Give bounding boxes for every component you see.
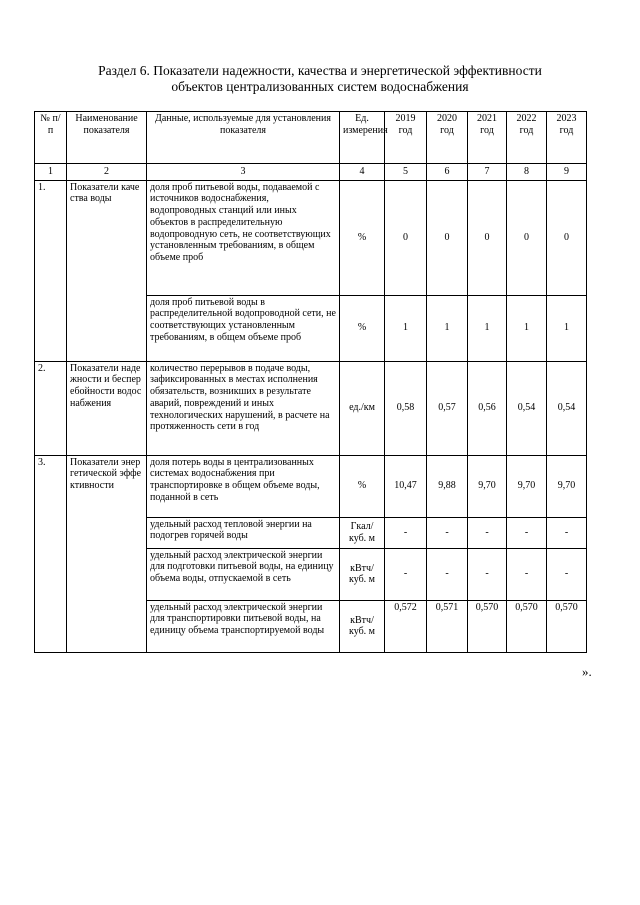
value-cell: 1 — [468, 295, 507, 361]
unit-cell: % — [340, 295, 385, 361]
value-cell: 10,47 — [385, 455, 427, 517]
header-name: Наименование показателя — [67, 112, 147, 164]
value-cell: - — [507, 517, 547, 548]
value-cell: - — [427, 548, 468, 600]
header-2022: 2022 год — [507, 112, 547, 164]
indicator-data-description: удельный расход электрической энергии для транспортировки питьевой воды, на единицу объема транспортируемой воды — [147, 600, 340, 652]
indicator-data-description: доля потерь воды в централизованных системах водоснабжения при транспортировке в общем объеме воды, поданной в сеть — [147, 455, 340, 517]
header-row — [35, 112, 587, 164]
header-2023: 2023 год — [547, 112, 587, 164]
closing-quote: ». — [582, 664, 592, 679]
value-cell: - — [385, 548, 427, 600]
unit-cell: ед./км — [340, 361, 385, 455]
column-number-cell: 4 — [340, 164, 385, 181]
column-number-cell: 1 — [35, 164, 67, 181]
header-num: № п/п — [35, 112, 67, 164]
table-row — [35, 455, 587, 517]
table-body — [35, 180, 587, 652]
value-cell: 9,88 — [427, 455, 468, 517]
value-cell: 9,70 — [507, 455, 547, 517]
header-2019: 2019 год — [385, 112, 427, 164]
indicators-table — [34, 111, 587, 653]
value-cell: - — [468, 548, 507, 600]
value-cell: 1 — [507, 295, 547, 361]
header-unit: Ед. измерения — [340, 112, 385, 164]
value-cell: 0 — [385, 180, 427, 295]
value-cell: - — [507, 548, 547, 600]
value-cell: 0,58 — [385, 361, 427, 455]
column-number-cell: 8 — [507, 164, 547, 181]
value-cell: - — [547, 548, 587, 600]
unit-cell: кВтч/ куб. м — [340, 548, 385, 600]
unit-cell: Гкал/ куб. м — [340, 517, 385, 548]
table-row — [35, 361, 587, 455]
value-cell: - — [468, 517, 507, 548]
value-cell: 0,571 — [427, 600, 468, 652]
value-cell: 0,56 — [468, 361, 507, 455]
column-number-row — [35, 164, 587, 181]
value-cell: 1 — [385, 295, 427, 361]
table-row — [35, 180, 587, 295]
value-cell: 9,70 — [468, 455, 507, 517]
unit-cell: % — [340, 180, 385, 295]
indicator-data-description: количество перерывов в подаче воды, зафиксированных в местах исполнения обязательств, возникших в результате аварий, повреждений и иных технологических нарушений, в расчете на протяженность сети в год — [147, 361, 340, 455]
group-number: 3. — [35, 455, 67, 652]
column-number-cell: 9 — [547, 164, 587, 181]
value-cell: 0,570 — [468, 600, 507, 652]
value-cell: 0,57 — [427, 361, 468, 455]
section-title-line-1: Раздел 6. Показатели надежности, качества и энергетической эффективности — [98, 63, 542, 78]
value-cell: - — [385, 517, 427, 548]
value-cell: 0 — [427, 180, 468, 295]
indicator-data-description: доля проб питьевой воды в распределительной водопроводной сети, не соответствующих установленным требованиям, в общем объеме проб — [147, 295, 340, 361]
section-title — [0, 63, 640, 95]
group-number: 2. — [35, 361, 67, 455]
value-cell: 0,54 — [547, 361, 587, 455]
value-cell: 0 — [507, 180, 547, 295]
value-cell: 0 — [547, 180, 587, 295]
value-cell: 0,54 — [507, 361, 547, 455]
header-data: Данные, используемые для установления показателя — [147, 112, 340, 164]
value-cell: 1 — [427, 295, 468, 361]
indicator-data-description: доля проб питьевой воды, подаваемой с источников водоснабжения, водопроводных станций или иных объектов в распределительную водопроводную сеть, не соответствующих установленным требованиям, в общем объеме проб — [147, 180, 340, 295]
indicator-name: Показатели качества воды — [67, 180, 147, 361]
header-2021: 2021 год — [468, 112, 507, 164]
column-number-cell: 3 — [147, 164, 340, 181]
value-cell: 9,70 — [547, 455, 587, 517]
group-number: 1. — [35, 180, 67, 361]
value-cell: 0 — [468, 180, 507, 295]
indicator-data-description: удельный расход электрической энергии для подготовки питьевой воды, на единицу объема воды, отпускаемой в сеть — [147, 548, 340, 600]
value-cell: 1 — [547, 295, 587, 361]
indicator-name: Показатели надежности и бесперебойности водоснабжения — [67, 361, 147, 455]
column-number-cell: 5 — [385, 164, 427, 181]
value-cell: 0,572 — [385, 600, 427, 652]
column-number-cell: 7 — [468, 164, 507, 181]
value-cell: 0,570 — [507, 600, 547, 652]
indicator-name: Показатели энергетической эффективности — [67, 455, 147, 652]
unit-cell: % — [340, 455, 385, 517]
value-cell: - — [427, 517, 468, 548]
unit-cell: кВтч/ куб. м — [340, 600, 385, 652]
section-title-line-2: объектов централизованных систем водоснабжения — [171, 79, 469, 94]
column-number-cell: 6 — [427, 164, 468, 181]
indicator-data-description: удельный расход тепловой энергии на подогрев горячей воды — [147, 517, 340, 548]
value-cell: 0,570 — [547, 600, 587, 652]
header-2020: 2020 год — [427, 112, 468, 164]
column-number-cell: 2 — [67, 164, 147, 181]
value-cell: - — [547, 517, 587, 548]
